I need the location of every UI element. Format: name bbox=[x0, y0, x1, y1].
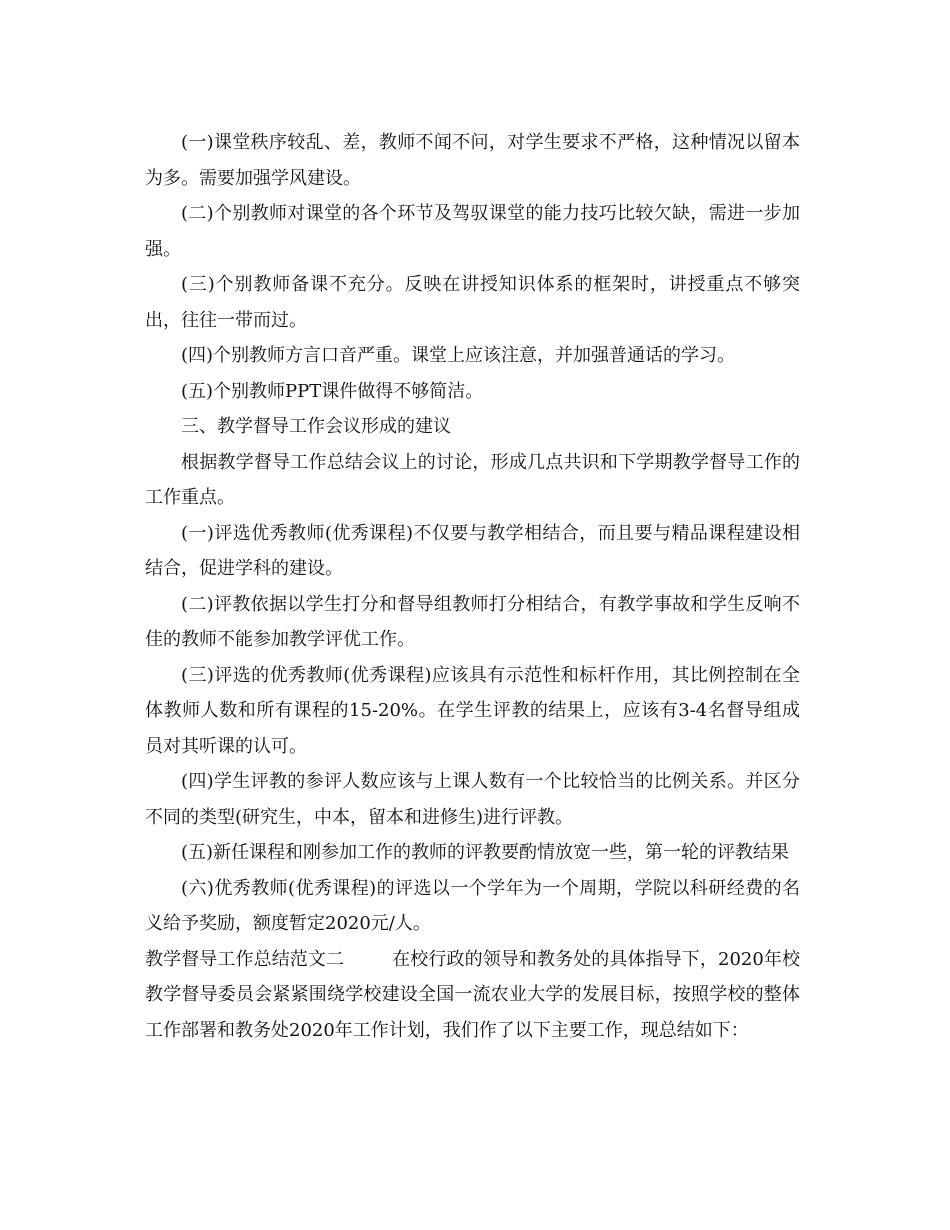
paragraph-issue-5: (五)个别教师PPT课件做得不够简洁。 bbox=[181, 380, 484, 402]
paragraph-summary-2 bbox=[145, 942, 800, 1049]
paragraph-issue-3: (三)个别教师备课不充分。反映在讲授知识体系的框架时，讲授重点不够突出，往往一带而过。 bbox=[145, 274, 800, 331]
paragraph-issue-2: (二)个别教师对课堂的各个环节及驾驭课堂的能力技巧比较欠缺，需进一步加强。 bbox=[145, 203, 800, 260]
paragraph-issue-4: (四)个别教师方言口音严重。课堂上应该注意，并加强普通话的学习。 bbox=[181, 345, 736, 366]
paragraph-suggestion-2: (二)评教依据以学生打分和督导组教师打分相结合，有教学事故和学生反响不佳的教师不能参加教学评优工作。 bbox=[145, 593, 800, 650]
summary-2-body: 在校行政的领导和教务处的具体指导下，2020年校教学督导委员会紧紧围绕学校建设全国一流农业大学的发展目标，按照学校的整体工作部署和教务处2020年工作计划，我们作了以下主要工作，现总结如下： bbox=[145, 948, 801, 1041]
paragraph-suggestion-3: (三)评选的优秀教师(优秀课程)应该具有示范性和标杆作用，其比例控制在全体教师人数和所有课程的15-20%。在学生评教的结果上，应该有3-4名督导组成员对其听课的认可。 bbox=[145, 664, 800, 757]
paragraph-suggestion-6: (六)优秀教师(优秀课程)的评选以一个学年为一个周期，学院以科研经费的名义给予奖励，额度暂定2020元/人。 bbox=[145, 877, 800, 934]
paragraph-suggestion-1: (一)评选优秀教师(优秀课程)不仅要与教学相结合，而且要与精品课程建设相结合，促进学科的建设。 bbox=[145, 522, 800, 579]
section-heading-3: 三、教学督导工作会议形成的建议 bbox=[181, 416, 451, 437]
paragraph-suggestion-5: (五)新任课程和刚参加工作的教师的评教要酌情放宽一些，第一轮的评教结果 bbox=[181, 842, 790, 863]
summary-2-heading: 教学督导工作总结范文二 bbox=[145, 948, 345, 970]
document-body bbox=[145, 125, 800, 1048]
paragraph-intro: 根据教学督导工作总结会议上的讨论，形成几点共识和下学期教学督导工作的工作重点。 bbox=[145, 451, 800, 508]
paragraph-suggestion-4: (四)学生评教的参评人数应该与上课人数有一个比较恰当的比例关系。并区分不同的类型(研究生，中本，留本和进修生)进行评教。 bbox=[145, 771, 800, 828]
paragraph-issue-1: (一)课堂秩序较乱、差，教师不闻不问，对学生要求不严格，这种情况以留本为多。需要加强学风建设。 bbox=[145, 132, 800, 189]
